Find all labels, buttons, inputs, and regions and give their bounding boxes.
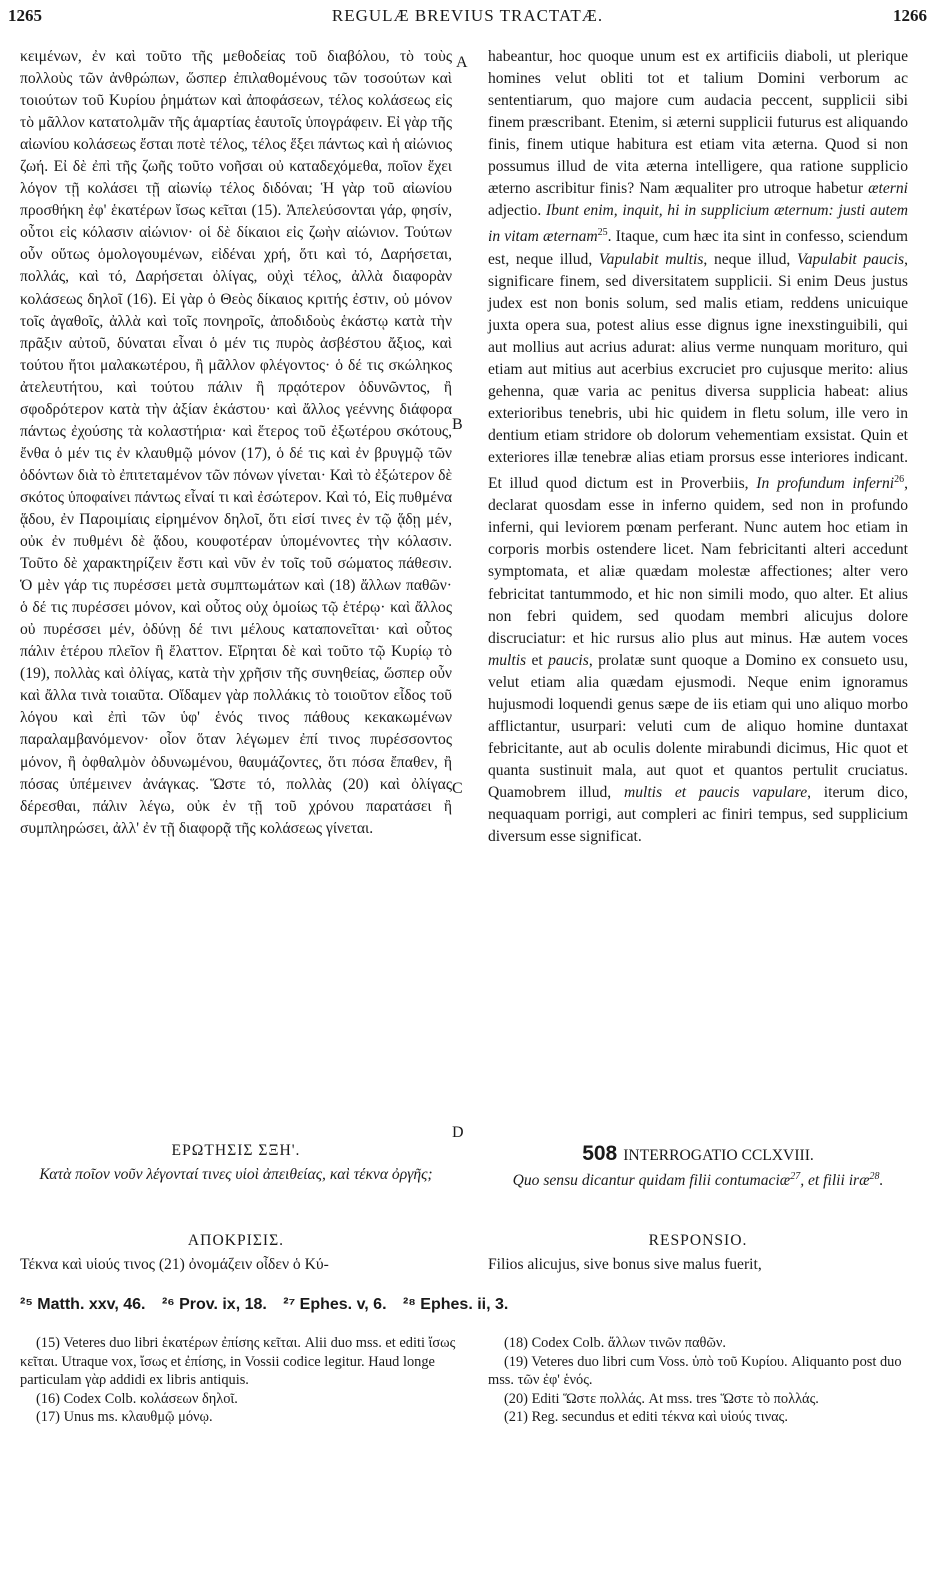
footnote: (15) Veteres duo libri ἑκατέρων ἐπίσης κεῖται. Alii duo mss. et editi ἴσως κεῖται. Utraque vox, ἴσως et ἐπίσης, in Vossii codice legitur. Haud longe particulam γὰρ addidi ex libris antiquis. — [20, 1335, 456, 1388]
margin-letter-b: B — [452, 416, 463, 433]
scripture-references — [20, 1296, 920, 1314]
scripture-ref: ²⁷ Ephes. v, 6. — [283, 1296, 387, 1313]
footnotes-left — [20, 1334, 460, 1427]
footnote: (16) Codex Colb. κολάσεων δηλοῖ. — [36, 1390, 238, 1407]
running-title: REGULÆ BREVIUS TRACTATÆ. — [331, 6, 604, 25]
footnote: (20) Editi Ὥστε πολλάς. At mss. tres Ὥστε τὸ πολλάς. — [504, 1390, 819, 1407]
greek-response-text: Τέκνα καὶ υἱούς τινος (21) ὀνομάζειν οἶδεν ὁ Κύ- — [20, 1256, 329, 1273]
latin-response-heading: RESPONSIO. — [648, 1232, 748, 1249]
greek-body-text: κειμένων, ἐν καὶ τοῦτο τῆς μεθοδείας τοῦ διαβόλου, τὸ τοὺς πολλοὺς τῶν ἀνθρώπων, ὥσπερ ἐπιλαθομένους τῶν τοσούτων καὶ τοιούτων τοῦ Κυρίου ῥημάτων καὶ ἀποφάσεων, τέλος κολάσεως εἰς τὸ μᾶλλον κατατολμᾶν τῆς ἁμαρτίας ἑαυτοῖς ὑπογράφειν. Εἰ γὰρ τῆς αἰωνίου κολάσεως ἔσται ποτὲ τέλος, τέλος ἕξει πάντως καὶ ἡ αἰώνιος ζωή. Εἰ δὲ ἐπὶ τῆς ζωῆς τοῦτο νοῆσαι οὐ καταδεχόμεθα, ποῖον ἔχει λόγον τῇ κολάσει τῇ αἰωνίῳ τέλος διδόναι; Ἡ γὰρ τοῦ αἰωνίου προσθήκη ἐφ' ἑκατέρων ἴσως κεῖται (15). Ἀπελεύσονται γάρ, φησίν, οὗτοι εἰς κόλασιν αἰώνιον· οἱ δὲ δίκαιοι εἰς ζωὴν αἰώνιον. Τούτων οὖν οὕτως ὁμολογουμένων, εἰδέναι χρή, ὅτι καὶ τό, Δαρήσεται, πολλάς, καὶ τό, Δαρήσεται ὀλίγας, οὐχὶ τέλος, ἀλλὰ διαφορὰν κολάσεως δηλοῖ (16). Εἰ γὰρ ὁ Θεὸς δίκαιος κριτής ἐστιν, οὐ μόνον τοῖς ἀγαθοῖς, ἀλλὰ καὶ τοῖς πονηροῖς, ἀποδιδοὺς ἑκάστῳ κατὰ τὴν πρᾶξιν αὐτοῦ, δύναται εἶναι ὁ μέν τις πυρὸς ἀσβέστου ἄξιος, καὶ τούτου ἤτοι μαλακωτέρου, ἢ μᾶλλον φλέγοντος· ὁ δέ τις σκώληκος ἀτελευτήτου, καὶ τούτου πάλιν ἢ πρᾳότερον ὀδυνῶντος, ἢ σφοδρότερον κατὰ τὴν ἀξίαν ἑκάστου· καὶ ἄλλος γεέννης διάφορα πάντως ἐχούσης τὰ κολαστήρια· καὶ ἕτερος τοῦ ἐξωτέρου σκότους, ἔνθα ὁ μέν τις ἐν κλαυθμῷ μόνον (17), ὁ δέ τις καὶ ἐν βρυγμῷ τῶν ὀδόντων διὰ τὸ ἐπιτεταμένον τῶν πόνων γίνεται· Καὶ τὸ ἐξώτερον δὲ σκότος ὑποφαίνει πάντως εἶναί τι καὶ ἐσώτερον. Καὶ τό, Εἰς πυθμένα ᾅδου, ἐν Παροιμίαις εἰρημένον δηλοῖ, ὅτι εἰσί τινες ἐν τῷ ᾅδῃ μέν, οὐκ ἐν πυθμένι δὲ ᾅδου, κουφοτέραν ὑπομένοντες τὴν κόλασιν. Τοῦτο δὲ χαρακτηρίζειν ἔστι καὶ νῦν ἐν τοῖς τοῦ σώματος πάθεσιν. Ὁ μὲν γάρ τις πυρέσσει μετὰ συμπτωμάτων καὶ (18) ἄλλων παθῶν· ὁ δέ τις πυρέσσει μόνον, καὶ οὗτος οὐχ ὁμοίως τῷ ἑτέρῳ· καὶ ἄλλος οὐ πυρέσσει μέν, ὀδύνῃ δέ τινι μέλους καταπονεῖται· καὶ οὗτος πάλιν ἑτέρου πλεῖον ἢ ἔλαττον. Εἴρηται δὲ καὶ τοῦτο τῷ Κυρίῳ τὸ (19), πολλὰς καὶ ὀλίγας, κατὰ τὴν χρῆσιν τῆς συνηθείας, ὥσπερ οὖν καὶ ἄλλα τινὰ τοιαῦτα. Οἴδαμεν γὰρ πολλάκις τὸ τοιοῦτον εἶδος τοῦ λόγου καὶ ἐπὶ τῶν ὑφ' ἑνός τινος πάθους κεκακωμένων παραλαμβανόμενον· οἷον ὅταν λέγωμεν ἐπί τινος πυρέσσοντος μόνον, ἢ ὀφθαλμὸν ὀδυνωμένου, θαυμάζοντες, ὅτι πόσα ἔπαθεν, ἢ πόσας ὑπέμεινεν ἀνάγκας. Ὥστε τό, πολλὰς (20) καὶ ὀλίγας δέρεσθαι, πάλιν λέγω, οὐκ ἐν τῇ τοῦ χρόνου παρατάσει ἢ συμπληρώσει, ἀλλ' ἐν τῇ διαφορᾷ τῆς κολάσεως γίνεται. — [20, 48, 452, 837]
greek-question-text: Κατὰ ποῖον νοῦν λέγονταί τινες υἱοὶ ἀπειθείας, καὶ τέκνα ὀργῆς; — [39, 1166, 433, 1183]
greek-question-heading: ΕΡΩΤΗΣΙΣ ΣΞΗ'. — [171, 1142, 301, 1159]
greek-column — [20, 46, 452, 840]
latin-question-heading: 508 INTERROGATIO CCLXVIII. — [582, 1142, 814, 1165]
margin-letter-d: D — [452, 1124, 464, 1141]
footnote: (17) Unus ms. κλαυθμῷ μόνῳ. — [36, 1409, 213, 1425]
page-number-right: 1266 — [893, 6, 927, 25]
latin-body-text: habeantur, hoc quoque unum est ex artificiis diaboli, ut plerique homines velut obliti tot et talium Domini verborum ac sententiarum, quo majore cum audacia peccent, supplicii sibi finem præscribant. Etenim, si æterni supplicii futurus est aliquando finis, finem utique habitura est etiam vita æterna. Quod si non possumus illud de vita æterna intelligere, qua ratione supplicio æterno ascribitur finis? Nam æqualiter pro utroque habetur æterni adjectio. Ibunt enim, inquit, hi in supplicium æternum: justi autem in vitam æternam$^{25}$. Itaque, cum hæc ita sint in confesso, sciendum est, neque illud, Vapulabit multis, neque illud, Vapulabit paucis, significare finem, sed diversitatem supplicii. Si enim Deus justus judex est non bonis solum, sed malis etiam, reddens unicuique juxta opera sua, potest alius esse dignus igne inexstinguibili, qui aut mollius aut acrius adurat: alius verme nunquam morituro, qui etiam aut mitius aut acerbius excruciet pro cujusque merito: alius gehenna, quæ varia ac penitus diversa supplicia habeat: alius exterioribus tenebris, ubi hic quidem in fletu solum, ille vero in dentium etiam stridore ob dolorum vehementiam exsistat. Quin et exteriores illæ tenebræ alias etiam prorsus esse interiores indicant. Et illud quod dictum est in Proverbiis, In profundum inferni$^{26}$, declarat quosdam esse in inferno quidem, sed non in profundo inferni, qui leviorem pœnam perferant. Nunc autem hoc etiam in corporis morbis ostendere licet. Nam febricitanti alteri accedunt symptomata, et aliæ quædam molestæ affectiones; alter vero febricitat tantummodo, et hic non simili modo, quo alter. Et alius non febri quidem, sed quodam membri alicujus dolore discruciatur: et hic rursus alio plus aut minus. Hæ autem voces multis et paucis, prolatæ sunt quoque a Domino ex consueto usu, velut etiam alia quædam ejusmodi. Neque enim ignoramus hujusmodi loquendi genus sæpe de iis etiam qui uno aliquo morbo afflictantur, usurpari: veluti cum de aliquo homine duntaxat febricitante, aut ab oculis dolente mirabundi dicimus, Hic quot et quanta sustinuit mala, aut quot et quantos pertulit cruciatus. Quamobrem illud, multis et paucis vapulare, iterum dico, nequaquam porrigi, aut compleri ac finiri tempus, sed supplicium diversum esse significat. — [488, 48, 909, 846]
footnotes-right — [488, 1334, 918, 1427]
page-number-left: 1265 — [8, 6, 42, 25]
latin-column — [488, 46, 908, 848]
scripture-ref: ²⁸ Ephes. ii, 3. — [402, 1296, 509, 1313]
column-number: 508 — [582, 1142, 618, 1165]
margin-letter-a: A — [456, 54, 468, 71]
footnote: (19) Veteres duo libri cum Voss. ὑπὸ τοῦ Κυρίου. Aliquanto post duo mss. τῶν ἐφ' ἑνός. — [488, 1353, 902, 1388]
margin-letter-c: C — [452, 780, 463, 797]
footnote: (18) Codex Colb. ἄλλων τινῶν παθῶν. — [504, 1335, 727, 1351]
footnote: (21) Reg. secundus et editi τέκνα καὶ υἱούς τινας. — [504, 1409, 788, 1425]
scripture-ref: ²⁵ Matth. xxv, 46. — [20, 1296, 146, 1313]
latin-question-text: Quo sensu dicantur quidam filii contumaciæ$^{27}$, et filii iræ$^{28}$. — [512, 1171, 884, 1190]
page-header — [8, 6, 927, 36]
latin-response-text: Filios alicujus, sive bonus sive malus fuerit, — [488, 1256, 762, 1273]
greek-response-heading: ΑΠΟΚΡΙΣΙΣ. — [187, 1232, 285, 1249]
scripture-ref: ²⁶ Prov. ix, 18. — [161, 1296, 267, 1313]
